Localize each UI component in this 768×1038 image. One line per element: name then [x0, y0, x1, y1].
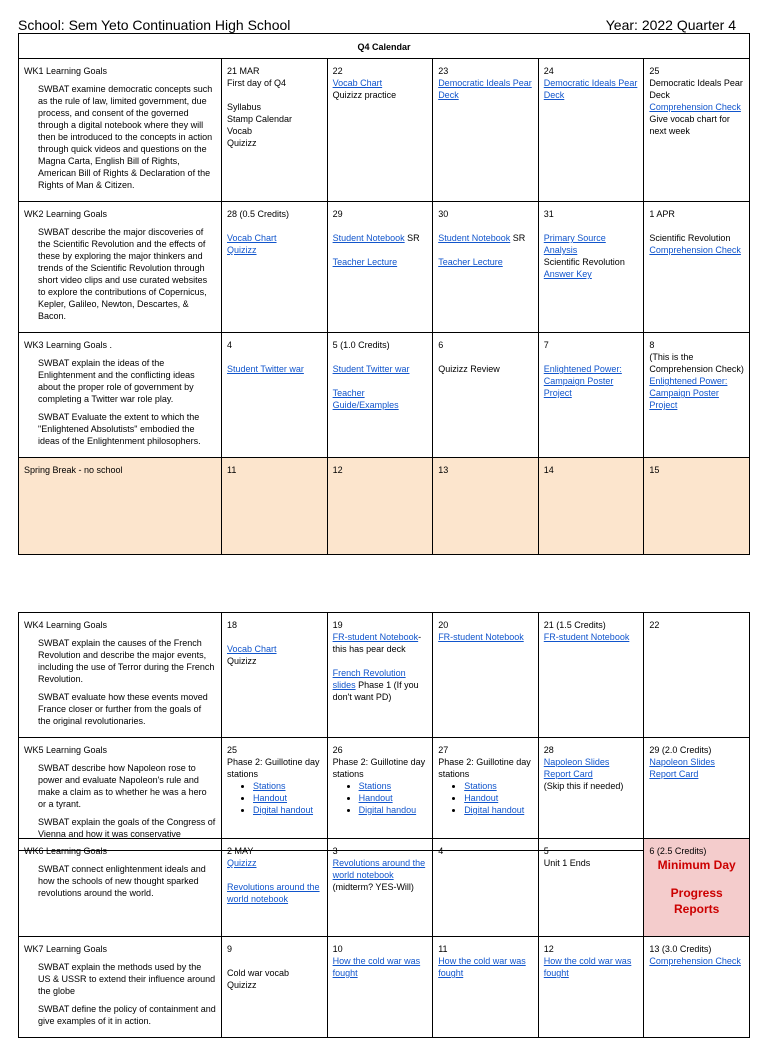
- resource-link[interactable]: Enlightened Power: Campaign Poster Project: [649, 376, 728, 410]
- day-text: (Skip this if needed): [543, 781, 624, 791]
- resource-link[interactable]: Student Notebook: [332, 233, 405, 243]
- day-cell: [433, 738, 539, 851]
- link-line: [438, 256, 533, 268]
- day-cell: [222, 738, 328, 851]
- day-text: Phase 2: Guillotine day stations: [438, 757, 531, 779]
- day-text: 1 APR: [649, 209, 675, 219]
- spacer: [649, 873, 744, 885]
- day-text: 26: [332, 745, 343, 755]
- day-text: 4: [227, 340, 233, 350]
- learning-goal-text: SWBAT explain the causes of the French Revolution and describe the major events, including the use of Terror during the French Revolution.: [38, 638, 215, 684]
- week-row: [19, 59, 750, 202]
- day-cell: [327, 202, 433, 333]
- resource-link[interactable]: Teacher Lecture: [332, 257, 398, 267]
- day-cell: [433, 202, 539, 333]
- spacer: [227, 89, 322, 101]
- day-text: 20: [438, 620, 449, 630]
- learning-goals-cell: [19, 839, 222, 937]
- link-line: [544, 955, 639, 979]
- link-line: [333, 77, 428, 89]
- week-row: [19, 613, 750, 738]
- link-line: [227, 643, 322, 655]
- spacer: [438, 351, 533, 363]
- link-line: [649, 101, 744, 113]
- resource-link[interactable]: Answer Key: [543, 269, 592, 279]
- day-text: Quizizz Review: [438, 364, 500, 374]
- spacer: [227, 869, 322, 881]
- day-cell: [644, 613, 750, 738]
- day-cell: [433, 59, 539, 202]
- activity-item: [253, 804, 322, 816]
- resource-link[interactable]: Comprehension Check: [649, 245, 741, 255]
- day-text: 9: [227, 944, 233, 954]
- day-text: 22: [332, 66, 343, 76]
- day-cell: [327, 613, 433, 738]
- resource-link[interactable]: How the cold war was fought: [543, 956, 632, 978]
- calendar-table-1: [18, 33, 750, 555]
- link-suffix: SR: [510, 233, 526, 243]
- day-text: 12: [543, 944, 554, 954]
- day-text: 22: [649, 620, 660, 630]
- resource-link[interactable]: Democratic Ideals Pear Deck: [543, 78, 638, 100]
- learning-goal-text: SWBAT explain the methods used by the US & USSR to extend their influence around the globe: [38, 962, 216, 996]
- link-line: [649, 768, 744, 780]
- link-line: [544, 768, 639, 780]
- day-cell: [538, 613, 644, 738]
- learning-goals-title: WK4 Learning Goals: [24, 620, 108, 630]
- link-line: [649, 955, 744, 967]
- spacer: [333, 351, 428, 363]
- day-text: 13: [438, 465, 449, 475]
- day-text: 23: [438, 66, 449, 76]
- resource-link[interactable]: Stations: [253, 781, 286, 791]
- progress-reports-label: Progress Reports: [670, 886, 723, 916]
- resource-link[interactable]: Quizizz: [227, 245, 257, 255]
- day-cell: [538, 333, 644, 458]
- learning-goal-text: SWBAT describe how Napoleon rose to power and evaluate Napoleon's rule and make a claim as to whether he was a hero or a tyrant.: [38, 763, 207, 809]
- day-text: 10: [332, 944, 343, 954]
- activity-item: [359, 792, 428, 804]
- resource-link[interactable]: How the cold war was fought: [332, 956, 421, 978]
- link-line: [227, 363, 322, 375]
- resource-link[interactable]: FR-student Notebook: [438, 632, 524, 642]
- day-text: 2 MAY: [227, 846, 254, 856]
- learning-goals-cell: [19, 613, 222, 738]
- activity-item: [359, 804, 428, 816]
- link-line: [333, 387, 428, 411]
- spacer: [544, 220, 639, 232]
- link-line: [438, 955, 533, 979]
- learning-goals-cell: [19, 458, 222, 555]
- resource-link[interactable]: Revolutions around the world notebook: [332, 858, 426, 880]
- day-text: 7: [543, 340, 549, 350]
- day-text: 21 (1.5 Credits): [543, 620, 606, 630]
- link-line: [227, 881, 322, 905]
- resource-link[interactable]: FR-student Notebook: [332, 632, 419, 642]
- activity-item: [464, 792, 533, 804]
- link-line: [438, 77, 533, 101]
- day-text: 11: [227, 465, 237, 475]
- link-line: [649, 756, 744, 768]
- day-text: 25: [649, 66, 660, 76]
- learning-goals-cell: [19, 333, 222, 458]
- activity-item: [253, 780, 322, 792]
- spacer: [227, 955, 322, 967]
- week-row: [19, 202, 750, 333]
- day-cell: [538, 738, 644, 851]
- resource-link[interactable]: Handout: [464, 793, 499, 803]
- learning-goals-cell: [19, 59, 222, 202]
- day-text: Unit 1 Ends: [543, 858, 591, 868]
- link-line: [333, 667, 428, 703]
- resource-link[interactable]: How the cold war was fought: [438, 956, 526, 978]
- resource-link[interactable]: Democratic Ideals Pear Deck: [438, 78, 532, 100]
- day-cell: [327, 59, 433, 202]
- resource-link[interactable]: FR-student Notebook: [543, 632, 630, 642]
- day-text: 15: [649, 465, 660, 475]
- day-text: (midterm? YES-Will): [332, 882, 414, 892]
- day-cell: [644, 738, 750, 851]
- day-cell: [644, 937, 750, 1038]
- calendar-title: Q4 Calendar: [19, 34, 750, 59]
- learning-goals-cell: [19, 202, 222, 333]
- day-cell: [433, 458, 539, 555]
- day-text: First day of Q4: [227, 78, 287, 88]
- resource-link[interactable]: Revolutions around the world notebook: [227, 882, 320, 904]
- resource-link[interactable]: Handout: [253, 793, 288, 803]
- day-text: (This is the Comprehension Check): [649, 352, 744, 374]
- activity-list: [227, 780, 322, 816]
- resource-link[interactable]: Enlightened Power: Campaign Poster Project: [543, 364, 622, 398]
- link-line: [227, 857, 322, 869]
- day-text: 28 (0.5 Credits): [227, 209, 290, 219]
- day-cell: [644, 458, 750, 555]
- resource-link[interactable]: Stations: [464, 781, 497, 791]
- resource-link[interactable]: Report Card: [649, 769, 699, 779]
- resource-link[interactable]: Student Twitter war: [332, 364, 410, 374]
- resource-link[interactable]: Primary Source Analysis: [543, 233, 606, 255]
- learning-goals-title: WK6 Learning Goals: [24, 846, 108, 856]
- week-row: [19, 839, 750, 937]
- learning-goal-text: SWBAT describe the major discoveries of the Scientific Revolution and the effects of these by exploring the major thinkers and trends of the Scientific Revolution through short video clips and use curated websites to explore the contributions of Copernicus, Kepler, Galileo, Newton, Descartes, & Bacon.: [38, 227, 208, 321]
- day-text: 18: [227, 620, 238, 630]
- link-line: [438, 232, 533, 244]
- learning-goal-text: SWBAT evaluate how these events moved France closer or further from the goals of the original revolutionaries.: [38, 692, 208, 726]
- day-text: Democratic Ideals Pear Deck: [649, 78, 743, 100]
- resource-link[interactable]: Vocab Chart: [332, 78, 383, 88]
- day-text: 24: [543, 66, 554, 76]
- day-cell: [538, 937, 644, 1038]
- day-text: Quizizz: [227, 138, 257, 148]
- spacer: [333, 220, 428, 232]
- link-line: [333, 232, 428, 244]
- day-text: 5: [543, 846, 549, 856]
- learning-goals-cell: [19, 937, 222, 1038]
- resource-link[interactable]: Teacher Lecture: [438, 257, 503, 267]
- day-cell: [433, 937, 539, 1038]
- learning-goals-title: WK7 Learning Goals: [24, 944, 108, 954]
- day-text: Stamp Calendar: [227, 114, 293, 124]
- spacer: [438, 244, 533, 256]
- link-line: [227, 232, 322, 244]
- day-cell: [538, 458, 644, 555]
- calendar-table-2: [18, 612, 750, 851]
- resource-link[interactable]: Digital handou: [358, 805, 417, 815]
- spacer: [333, 655, 428, 667]
- day-text: Quizizz practice: [332, 90, 397, 100]
- activity-item: [359, 780, 428, 792]
- day-cell: [644, 202, 750, 333]
- day-text: 25: [227, 745, 238, 755]
- week-row: [19, 458, 750, 555]
- day-text: 11: [438, 944, 448, 954]
- spacer: [227, 351, 322, 363]
- day-cell: [538, 59, 644, 202]
- link-line: [333, 857, 428, 881]
- day-text: 27: [438, 745, 449, 755]
- activity-item: [253, 792, 322, 804]
- learning-goals-title: WK5 Learning Goals: [24, 745, 108, 755]
- day-cell: [327, 458, 433, 555]
- resource-link[interactable]: Quizizz: [227, 858, 257, 868]
- resource-link[interactable]: Comprehension Check: [649, 102, 741, 112]
- link-line: [227, 244, 322, 256]
- day-text: Syllabus: [227, 102, 262, 112]
- day-text: 4: [438, 846, 444, 856]
- day-cell: [644, 333, 750, 458]
- link-line: [333, 631, 428, 655]
- resource-link[interactable]: Stations: [358, 781, 392, 791]
- day-cell: [222, 839, 328, 937]
- day-text: Scientific Revolution: [543, 257, 625, 267]
- day-text: Phase 2: Guillotine day stations: [332, 757, 426, 779]
- day-cell: [327, 937, 433, 1038]
- link-line: [544, 756, 639, 768]
- spacer: [649, 220, 744, 232]
- day-text: 28: [543, 745, 554, 755]
- day-text: 8: [649, 340, 655, 350]
- learning-goal-text: SWBAT Evaluate the extent to which the "Enlightened Absolutists" embodied the ideas of the Enlightenment philosophers.: [38, 412, 201, 446]
- link-line: [649, 375, 744, 411]
- resource-link[interactable]: Report Card: [543, 769, 593, 779]
- day-text: 5 (1.0 Credits): [332, 340, 390, 350]
- resource-link[interactable]: Napoleon Slides: [649, 757, 715, 767]
- learning-goals-title: WK3 Learning Goals .: [24, 340, 113, 350]
- resource-link[interactable]: Student Twitter war: [227, 364, 304, 374]
- learning-goals-title: WK1 Learning Goals: [24, 66, 108, 76]
- day-text: Quizizz: [227, 980, 257, 990]
- day-cell: [433, 839, 539, 937]
- day-text: Give vocab chart for next week: [649, 114, 730, 136]
- learning-goals-title: Spring Break - no school: [24, 465, 123, 475]
- week-row: [19, 738, 750, 851]
- day-text: 19: [332, 620, 343, 630]
- spacer: [438, 220, 533, 232]
- day-text: Phase 1 (If you don't want PD): [332, 680, 419, 702]
- link-line: [544, 363, 639, 399]
- link-line: [333, 256, 428, 268]
- day-cell: [433, 333, 539, 458]
- spacer: [333, 375, 428, 387]
- resource-link[interactable]: Digital handout: [253, 805, 314, 815]
- day-text: Cold war vocab: [227, 968, 290, 978]
- link-line: [544, 77, 639, 101]
- day-cell: [644, 59, 750, 202]
- link-line: [438, 631, 533, 643]
- day-cell: [433, 613, 539, 738]
- week-row: [19, 937, 750, 1038]
- day-text: 12: [332, 465, 343, 475]
- day-cell: [538, 202, 644, 333]
- day-cell: [222, 333, 328, 458]
- day-cell: [327, 738, 433, 851]
- link-line: [333, 955, 428, 979]
- day-text: 31: [543, 209, 554, 219]
- day-cell: [222, 613, 328, 738]
- day-text: 29: [332, 209, 343, 219]
- day-text: 3: [332, 846, 338, 856]
- year-quarter: Year: 2022 Quarter 4: [605, 17, 736, 33]
- activity-item: [464, 780, 533, 792]
- day-text: -this has pear deck: [332, 632, 422, 654]
- learning-goal-text: SWBAT explain the goals of the Congress of Vienna and how it was conservative: [38, 817, 216, 839]
- activity-item: [464, 804, 533, 816]
- learning-goal-text: SWBAT connect enlightenment ideals and how the schools of new thought sparked revolutions around the world.: [38, 864, 206, 898]
- link-line: [333, 363, 428, 375]
- day-text: 29 (2.0 Credits): [649, 745, 712, 755]
- day-text: Phase 2: Guillotine day stations: [227, 757, 320, 779]
- resource-link[interactable]: Student Notebook: [438, 233, 511, 243]
- minimum-day-label: Minimum Day: [657, 858, 736, 872]
- day-text: 6: [438, 340, 444, 350]
- spacer: [227, 631, 322, 643]
- spacer: [227, 220, 322, 232]
- resource-link[interactable]: Comprehension Check: [649, 956, 741, 966]
- resource-link[interactable]: Vocab Chart: [227, 233, 277, 243]
- link-line: [544, 232, 639, 256]
- resource-link[interactable]: Digital handout: [464, 805, 525, 815]
- spacer: [333, 244, 428, 256]
- school-name: School: Sem Yeto Continuation High School: [18, 17, 291, 33]
- day-text: 13 (3.0 Credits): [649, 944, 712, 954]
- resource-link[interactable]: Teacher Guide/Examples: [332, 388, 399, 410]
- day-cell: [644, 839, 750, 937]
- link-line: [544, 631, 639, 643]
- day-cell: [327, 839, 433, 937]
- day-text: 21 MAR: [227, 66, 260, 76]
- resource-link[interactable]: Handout: [358, 793, 393, 803]
- link-suffix: SR: [404, 233, 420, 243]
- day-text: 6 (2.5 Credits): [649, 846, 707, 856]
- day-cell: [222, 458, 328, 555]
- day-text: Vocab: [227, 126, 253, 136]
- link-line: [649, 244, 744, 256]
- activity-list: [333, 780, 428, 816]
- day-text: 30: [438, 209, 449, 219]
- day-text: 14: [543, 465, 554, 475]
- learning-goal-text: SWBAT explain the ideas of the Enlightenment and the conflicting ideas about the proper role of government by completing a Twitter war role play.: [38, 358, 195, 404]
- activity-list: [438, 780, 533, 816]
- learning-goals-cell: [19, 738, 222, 851]
- day-cell: [538, 839, 644, 937]
- calendar-table-3: [18, 838, 750, 1038]
- day-text: Scientific Revolution: [649, 233, 731, 243]
- day-cell: [327, 333, 433, 458]
- learning-goal-text: SWBAT examine democratic concepts such as the rule of law, limited government, due process, and consent of the governed through a digital notebook where they will then be introduced to the concepts in action through quick videos and questions on the Magna Carta, English Bill of Rights, American Bill of Rights & Declaration of the Rights of Man & Citizen.: [38, 84, 213, 190]
- learning-goals-title: WK2 Learning Goals: [24, 209, 108, 219]
- week-row: [19, 333, 750, 458]
- resource-link[interactable]: Vocab Chart: [227, 644, 277, 654]
- day-cell: [222, 202, 328, 333]
- day-cell: [222, 937, 328, 1038]
- day-text: Quizizz: [227, 656, 257, 666]
- day-cell: [222, 59, 328, 202]
- learning-goal-text: SWBAT define the policy of containment and give examples of it in action.: [38, 1004, 216, 1026]
- link-line: [544, 268, 639, 280]
- spacer: [544, 351, 639, 363]
- resource-link[interactable]: French Revolution slides: [332, 668, 406, 690]
- resource-link[interactable]: Napoleon Slides: [543, 757, 610, 767]
